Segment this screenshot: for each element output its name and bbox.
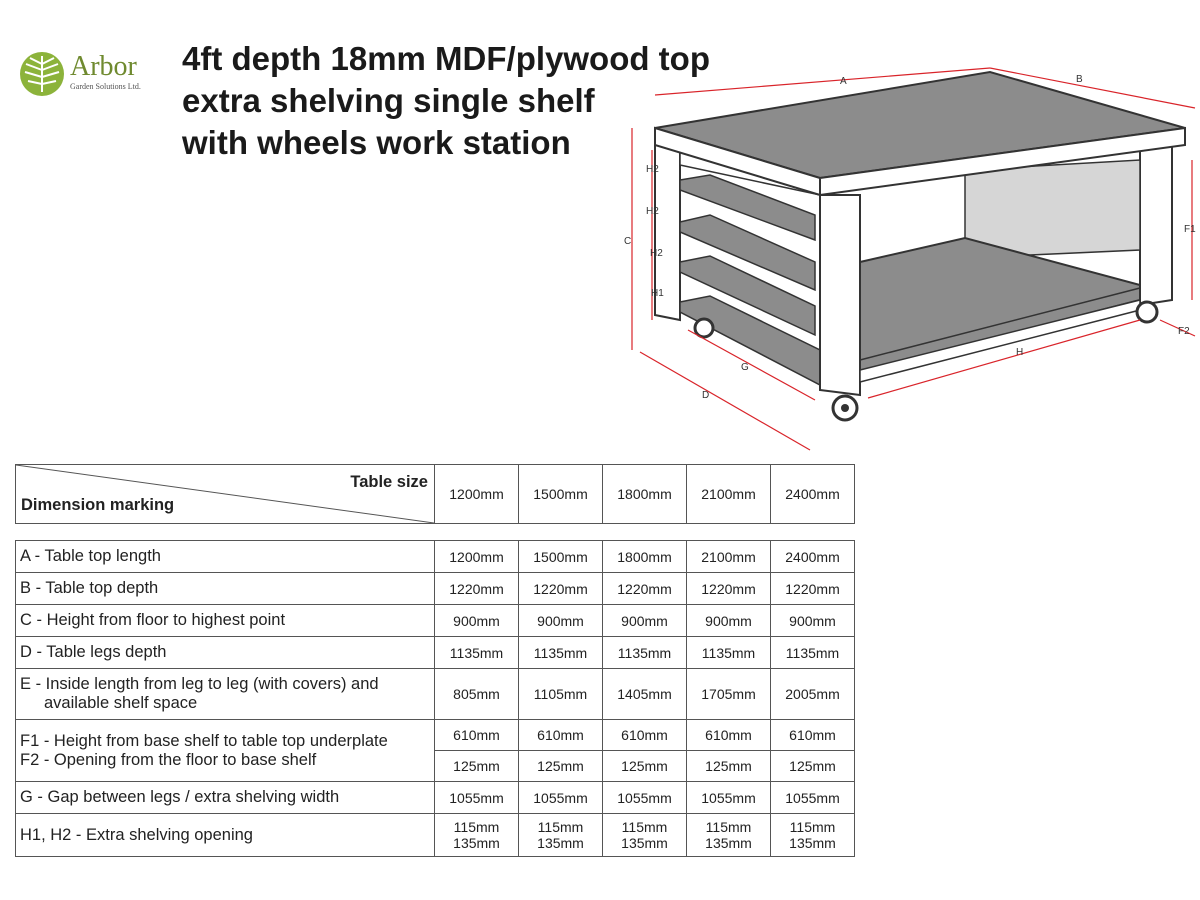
cell-value: 1135mm <box>687 637 771 669</box>
cell-value <box>603 814 687 857</box>
cell-value: 610mm <box>603 720 687 751</box>
dim-label-h2-low: H2 <box>650 248 663 259</box>
cell-value: 610mm <box>435 720 519 751</box>
cell-value <box>435 814 519 857</box>
cell-value: 125mm <box>435 751 519 782</box>
cell-value: 1220mm <box>603 573 687 605</box>
size-header-cell: 2100mm <box>687 465 771 524</box>
dim-label-h: H <box>1016 347 1024 358</box>
row-label: H1, H2 - Extra shelving opening <box>16 814 435 857</box>
cell-value: 805mm <box>435 669 519 720</box>
row-label-line-2: F2 - Opening from the floor to base shelf <box>20 750 317 769</box>
cell-value <box>687 814 771 857</box>
cell-value: 1135mm <box>603 637 687 669</box>
title-line-2: extra shelving single shelf <box>182 82 595 119</box>
cell-value: 1055mm <box>687 782 771 814</box>
cell-value: 900mm <box>603 605 687 637</box>
cell-value-line-1: 115mm <box>537 819 584 835</box>
cell-value-line-1: 115mm <box>621 819 668 835</box>
cell-value: 1705mm <box>687 669 771 720</box>
cell-value: 610mm <box>519 720 603 751</box>
table-row <box>16 782 855 814</box>
cell-value-line-2: 135mm <box>537 835 584 851</box>
cell-value: 900mm <box>771 605 855 637</box>
table-row <box>16 637 855 669</box>
cell-value: 2400mm <box>771 541 855 573</box>
cell-value: 610mm <box>771 720 855 751</box>
row-label: G - Gap between legs / extra shelving width <box>16 782 435 814</box>
dim-label-h1: H1 <box>651 288 664 299</box>
cell-value: 1220mm <box>435 573 519 605</box>
row-label-line-2: available shelf space <box>44 694 198 712</box>
dim-label-c: C <box>624 236 632 247</box>
title-line-3: with wheels work station <box>182 124 571 161</box>
logo-name: Arbor <box>70 51 137 82</box>
table-row <box>16 573 855 605</box>
row-label: A - Table top length <box>16 541 435 573</box>
cell-value: 1055mm <box>603 782 687 814</box>
dim-label-g: G <box>741 362 749 373</box>
size-header-table <box>15 464 855 524</box>
logo-subtitle: Garden Solutions Ltd. <box>70 82 141 91</box>
cell-value: 2100mm <box>687 541 771 573</box>
cell-value: 1135mm <box>771 637 855 669</box>
row-label: D - Table legs depth <box>16 637 435 669</box>
cell-value: 1220mm <box>687 573 771 605</box>
row-label-line-1: E - Inside length from leg to leg (with covers) and <box>20 675 379 693</box>
cell-value <box>519 814 603 857</box>
table-row <box>16 541 855 573</box>
cell-value-line-2: 135mm <box>705 835 752 851</box>
leaf-logo-icon <box>18 50 66 98</box>
cell-value: 900mm <box>435 605 519 637</box>
cell-value: 2005mm <box>771 669 855 720</box>
cell-value: 1405mm <box>603 669 687 720</box>
cell-value: 1135mm <box>519 637 603 669</box>
cell-value: 900mm <box>519 605 603 637</box>
cell-value: 1220mm <box>519 573 603 605</box>
cell-value: 610mm <box>687 720 771 751</box>
company-logo <box>18 50 168 100</box>
dim-label-d: D <box>702 390 710 401</box>
dim-label-f2: F2 <box>1178 326 1190 337</box>
row-label: B - Table top depth <box>16 573 435 605</box>
cell-value: 1220mm <box>771 573 855 605</box>
cell-value-line-2: 135mm <box>621 835 668 851</box>
cell-value-line-2: 135mm <box>789 835 836 851</box>
size-header-cell: 2400mm <box>771 465 855 524</box>
dim-label-h2-top: H2 <box>646 164 659 175</box>
table-row <box>16 720 855 751</box>
row-label <box>16 720 435 782</box>
cell-value: 125mm <box>603 751 687 782</box>
cell-value <box>771 814 855 857</box>
table-size-label: Table size <box>350 473 428 491</box>
header-corner-cell <box>16 465 435 524</box>
title-line-1: 4ft depth 18mm MDF/plywood top <box>182 40 710 77</box>
cell-value: 125mm <box>687 751 771 782</box>
dimensions-table <box>15 540 855 857</box>
cell-value: 1500mm <box>519 541 603 573</box>
cell-value: 125mm <box>519 751 603 782</box>
cell-value: 1135mm <box>435 637 519 669</box>
cell-value: 1055mm <box>435 782 519 814</box>
cell-value-line-1: 115mm <box>705 819 752 835</box>
table-row <box>16 814 855 857</box>
row-label <box>16 669 435 720</box>
dim-label-h2-mid: H2 <box>646 206 659 217</box>
table-row <box>16 605 855 637</box>
size-header-cell: 1500mm <box>519 465 603 524</box>
cell-value: 125mm <box>771 751 855 782</box>
row-label-line-1: F1 - Height from base shelf to table top underplate <box>20 731 388 750</box>
dim-label-b: B <box>1076 74 1083 85</box>
cell-value: 1055mm <box>771 782 855 814</box>
cell-value: 1105mm <box>519 669 603 720</box>
cell-value: 1200mm <box>435 541 519 573</box>
size-header-cell: 1800mm <box>603 465 687 524</box>
cell-value-line-1: 115mm <box>789 819 836 835</box>
workstation-drawing <box>600 60 1200 460</box>
row-label: C - Height from floor to highest point <box>16 605 435 637</box>
cell-value: 1055mm <box>519 782 603 814</box>
cell-value: 1800mm <box>603 541 687 573</box>
cell-value: 900mm <box>687 605 771 637</box>
dimension-marking-label: Dimension marking <box>21 496 175 514</box>
dim-label-f1: F1 <box>1184 224 1196 235</box>
cell-value-line-2: 135mm <box>453 835 500 851</box>
size-header-cell: 1200mm <box>435 465 519 524</box>
cell-value-line-1: 115mm <box>453 819 500 835</box>
dim-label-a: A <box>840 76 847 87</box>
table-row <box>16 669 855 720</box>
